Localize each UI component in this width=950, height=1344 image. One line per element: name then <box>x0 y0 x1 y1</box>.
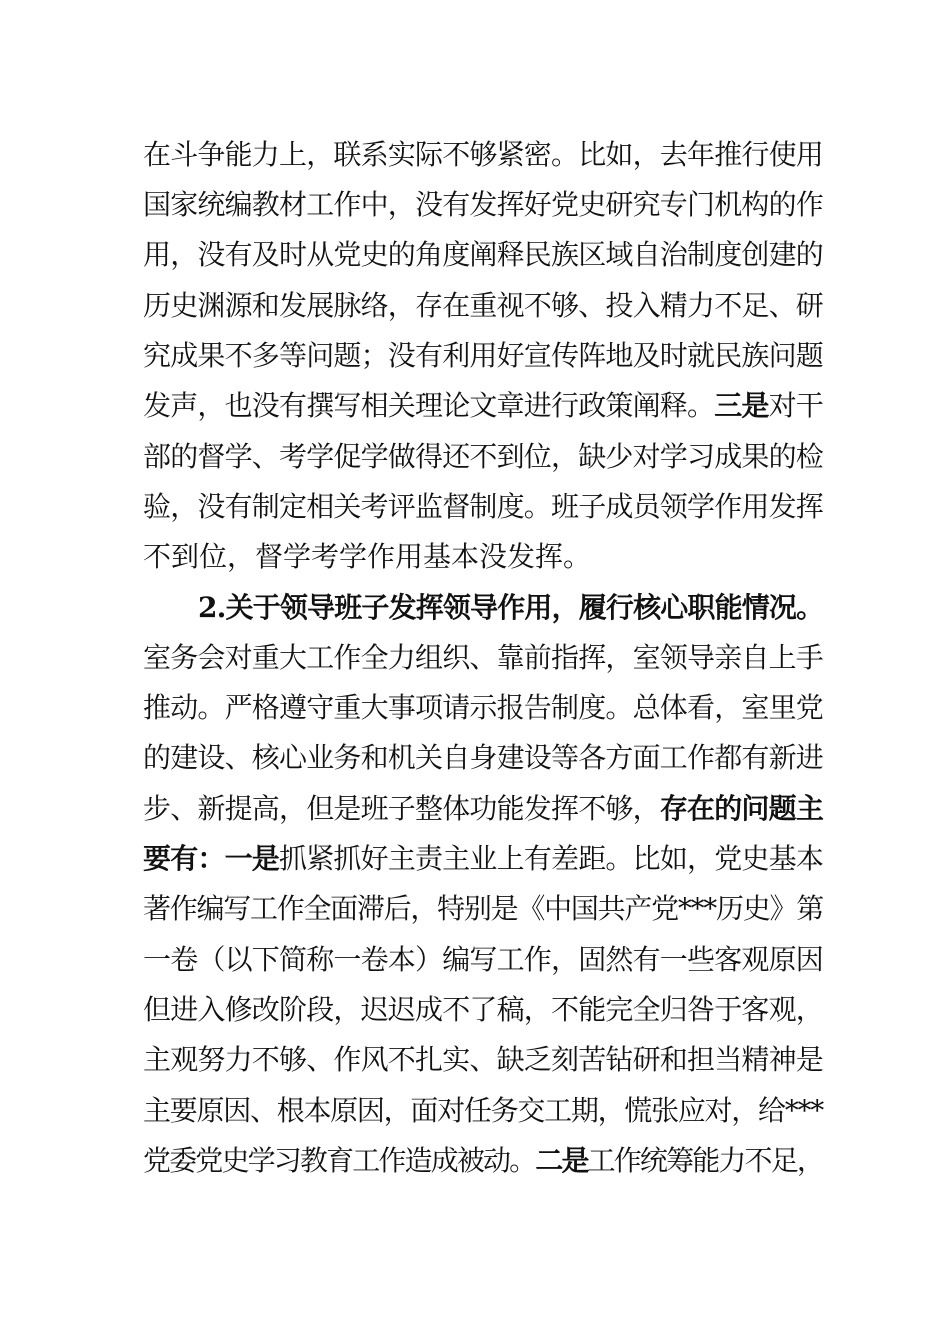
text-span: 的建设、核心业务和机关自身建设等各方面工作都有新进 <box>143 741 824 774</box>
text-span: 一卷（以下简称一卷本）编写工作，固然有一些客观原因 <box>143 943 824 976</box>
text-span: 国家统编教材工作中，没有发挥好党史研究专门机构的作 <box>143 188 824 221</box>
text-span: 验，没有制定相关考评监督制度。班子成员领学作用发挥 <box>143 490 824 523</box>
bold-text-span: 三是 <box>714 389 769 422</box>
text-line <box>143 1043 823 1077</box>
text-line <box>143 1144 823 1178</box>
text-span: 党委党史学习教育工作造成被动。 <box>143 1144 536 1177</box>
text-span: 究成果不多等问题；没有利用好宣传阵地及时就民族问题 <box>143 339 824 372</box>
text-span: 在斗争能力上，联系实际不够紧密。比如，去年推行使用 <box>143 138 824 171</box>
text-span: 著作编写工作全面滞后，特别是《中国共产党***历史》第 <box>143 892 824 925</box>
bold-text-span: 要有：一是 <box>143 842 280 875</box>
bold-text-span: 存在的问题主 <box>659 792 824 825</box>
text-line <box>143 490 823 524</box>
text-span: 但进入修改阶段，迟迟成不了稿，不能完全归咎于客观， <box>143 993 824 1026</box>
text-line <box>143 289 823 323</box>
text-span: 不到位，督学考学作用基本没发挥。 <box>143 540 592 573</box>
text-line <box>143 389 823 423</box>
text-span: 步、新提高，但是班子整体功能发挥不够， <box>143 792 660 825</box>
text-line <box>143 792 823 826</box>
text-line <box>143 440 823 474</box>
text-span: 部的督学、考学促学做得还不到位，缺少对学习成果的检 <box>143 440 824 473</box>
bold-text-span: 二是 <box>535 1144 588 1177</box>
text-line <box>143 691 823 725</box>
text-line <box>143 188 823 222</box>
text-span: 抓紧抓好主责主业上有差距。比如，党史基本 <box>279 842 824 875</box>
text-line <box>143 540 823 574</box>
text-span: 工作统筹能力不足， <box>587 1144 824 1177</box>
text-line <box>143 1094 823 1128</box>
text-line <box>143 993 823 1027</box>
text-span: 室务会对重大工作全力组织、靠前指挥，室领导亲自上手 <box>143 641 824 674</box>
text-line <box>143 943 823 977</box>
text-line <box>143 741 823 775</box>
text-span: 主要原因、根本原因，面对任务交工期，慌张应对，给*** <box>143 1094 824 1127</box>
section-heading <box>198 591 823 625</box>
text-line <box>143 892 823 926</box>
text-line <box>143 339 823 373</box>
bold-text-span: 2.关于领导班子发挥领导作用，履行核心职能情况。 <box>198 591 824 624</box>
text-span: 历史渊源和发展脉络，存在重视不够、投入精力不足、研 <box>143 289 824 322</box>
text-span: 对干 <box>768 389 824 422</box>
text-line <box>143 238 823 272</box>
text-span: 主观努力不够、作风不扎实、缺乏刻苦钻研和担当精神是 <box>143 1043 824 1076</box>
text-line <box>143 641 823 675</box>
text-span: 用，没有及时从党史的角度阐释民族区域自治制度创建的 <box>143 238 824 271</box>
text-line <box>143 138 823 172</box>
text-span: 推动。严格遵守重大事项请示报告制度。总体看，室里党 <box>143 691 824 724</box>
text-line <box>143 842 823 876</box>
text-span: 发声，也没有撰写相关理论文章进行政策阐释。 <box>143 389 715 422</box>
